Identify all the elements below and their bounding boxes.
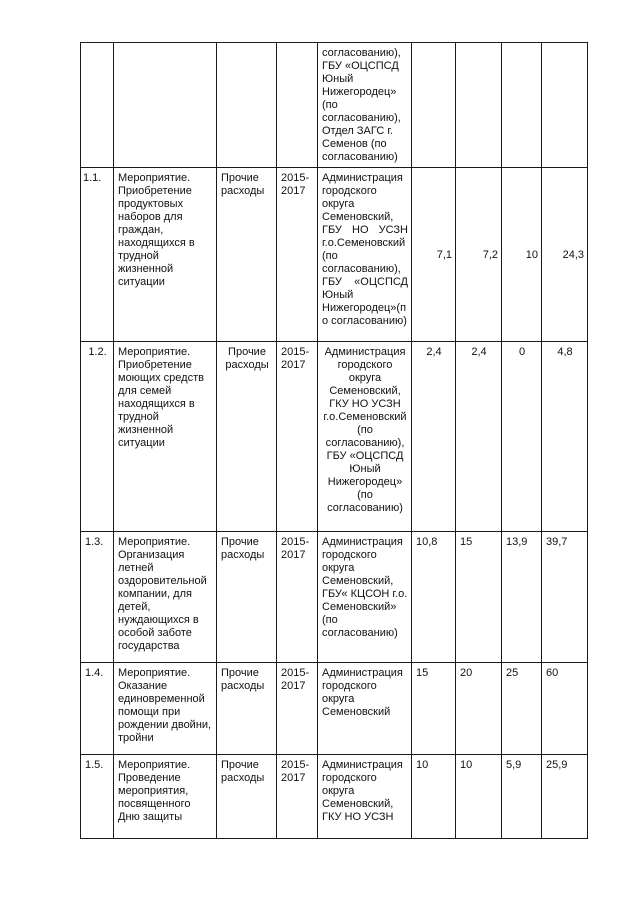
cell-value-2: 7,2 xyxy=(456,168,502,342)
cell-name xyxy=(114,43,217,168)
cell-value-2 xyxy=(456,43,502,168)
cell-value-2: 20 xyxy=(456,663,502,755)
table-row xyxy=(81,43,588,168)
cell-name: Мероприятие. Оказание единовременной помощи при рождении двойни, тройни xyxy=(114,663,217,755)
cell-type: Прочие расходы xyxy=(217,168,277,342)
cell-value-1: 7,1 xyxy=(412,168,456,342)
cell-value-3: 0 xyxy=(502,342,542,532)
measures-table xyxy=(80,42,588,839)
table-row xyxy=(81,755,588,839)
cell-value-1: 10 xyxy=(412,755,456,839)
cell-value-4: 60 xyxy=(542,663,588,755)
cell-name: Мероприятие. Приобретение продуктовых наборов для граждан, находящихся в трудной жизненной ситуации xyxy=(114,168,217,342)
cell-value-2: 10 xyxy=(456,755,502,839)
cell-period: 2015-2017 xyxy=(277,168,318,342)
cell-num: 1.3. xyxy=(81,532,114,663)
cell-executor: Администрация городского округа Семеновский, ГБУ НО УСЗН г.о.Семеновский (по согласованию), ГБУ «ОЦСПСД Юный Нижегородец»(по согласованию) xyxy=(318,168,412,342)
cell-type xyxy=(217,43,277,168)
cell-value-3: 5,9 xyxy=(502,755,542,839)
cell-value-4 xyxy=(542,43,588,168)
cell-executor: Администрация городского округа Семеновский, ГКУ НО УСЗН xyxy=(318,755,412,839)
cell-value-1: 10,8 xyxy=(412,532,456,663)
cell-value-1 xyxy=(412,43,456,168)
cell-value-2: 15 xyxy=(456,532,502,663)
cell-value-3: 13,9 xyxy=(502,532,542,663)
cell-value-4: 25,9 xyxy=(542,755,588,839)
cell-num: 1.4. xyxy=(81,663,114,755)
cell-value-1: 2,4 xyxy=(412,342,456,532)
cell-value-2: 2,4 xyxy=(456,342,502,532)
cell-num: 1.2. xyxy=(81,342,114,532)
table-row xyxy=(81,168,588,342)
cell-value-3: 10 xyxy=(502,168,542,342)
cell-period: 2015-2017 xyxy=(277,532,318,663)
cell-num xyxy=(81,43,114,168)
cell-num: 1.1. xyxy=(81,168,114,342)
cell-executor: согласованию), ГБУ «ОЦСПСД Юный Нижегородец» (по согласованию), Отдел ЗАГС г. Семенов (по согласованию) xyxy=(318,43,412,168)
cell-name: Мероприятие. Приобретение моющих средств для семей находящихся в трудной жизненной ситуации xyxy=(114,342,217,532)
cell-value-4: 39,7 xyxy=(542,532,588,663)
cell-period: 2015-2017 xyxy=(277,663,318,755)
cell-type: Прочие расходы xyxy=(217,342,277,532)
cell-name: Мероприятие. Организация летней оздоровительной компании, для детей, нуждающихся в особой заботе государства xyxy=(114,532,217,663)
cell-name: Мероприятие. Проведение мероприятия, посвященного Дню защиты xyxy=(114,755,217,839)
cell-period: 2015-2017 xyxy=(277,755,318,839)
table-row xyxy=(81,532,588,663)
table-row xyxy=(81,342,588,532)
cell-executor: Администрация городского округа Семеновский xyxy=(318,663,412,755)
cell-value-3 xyxy=(502,43,542,168)
cell-type: Прочие расходы xyxy=(217,755,277,839)
cell-executor: Администрация городского округа Семеновский, ГБУ« КЦСОН г.о. Семеновский» (по согласованию) xyxy=(318,532,412,663)
cell-value-4: 24,3 xyxy=(542,168,588,342)
cell-period xyxy=(277,43,318,168)
cell-num: 1.5. xyxy=(81,755,114,839)
cell-period: 2015-2017 xyxy=(277,342,318,532)
cell-type: Прочие расходы xyxy=(217,663,277,755)
table-row xyxy=(81,663,588,755)
cell-value-4: 4,8 xyxy=(542,342,588,532)
cell-value-3: 25 xyxy=(502,663,542,755)
cell-value-1: 15 xyxy=(412,663,456,755)
cell-executor: Администрация городского округа Семеновский, ГКУ НО УСЗН г.о.Семеновский (по согласованию), ГБУ «ОЦСПСД Юный Нижегородец» (по согласованию) xyxy=(318,342,412,532)
cell-type: Прочие расходы xyxy=(217,532,277,663)
